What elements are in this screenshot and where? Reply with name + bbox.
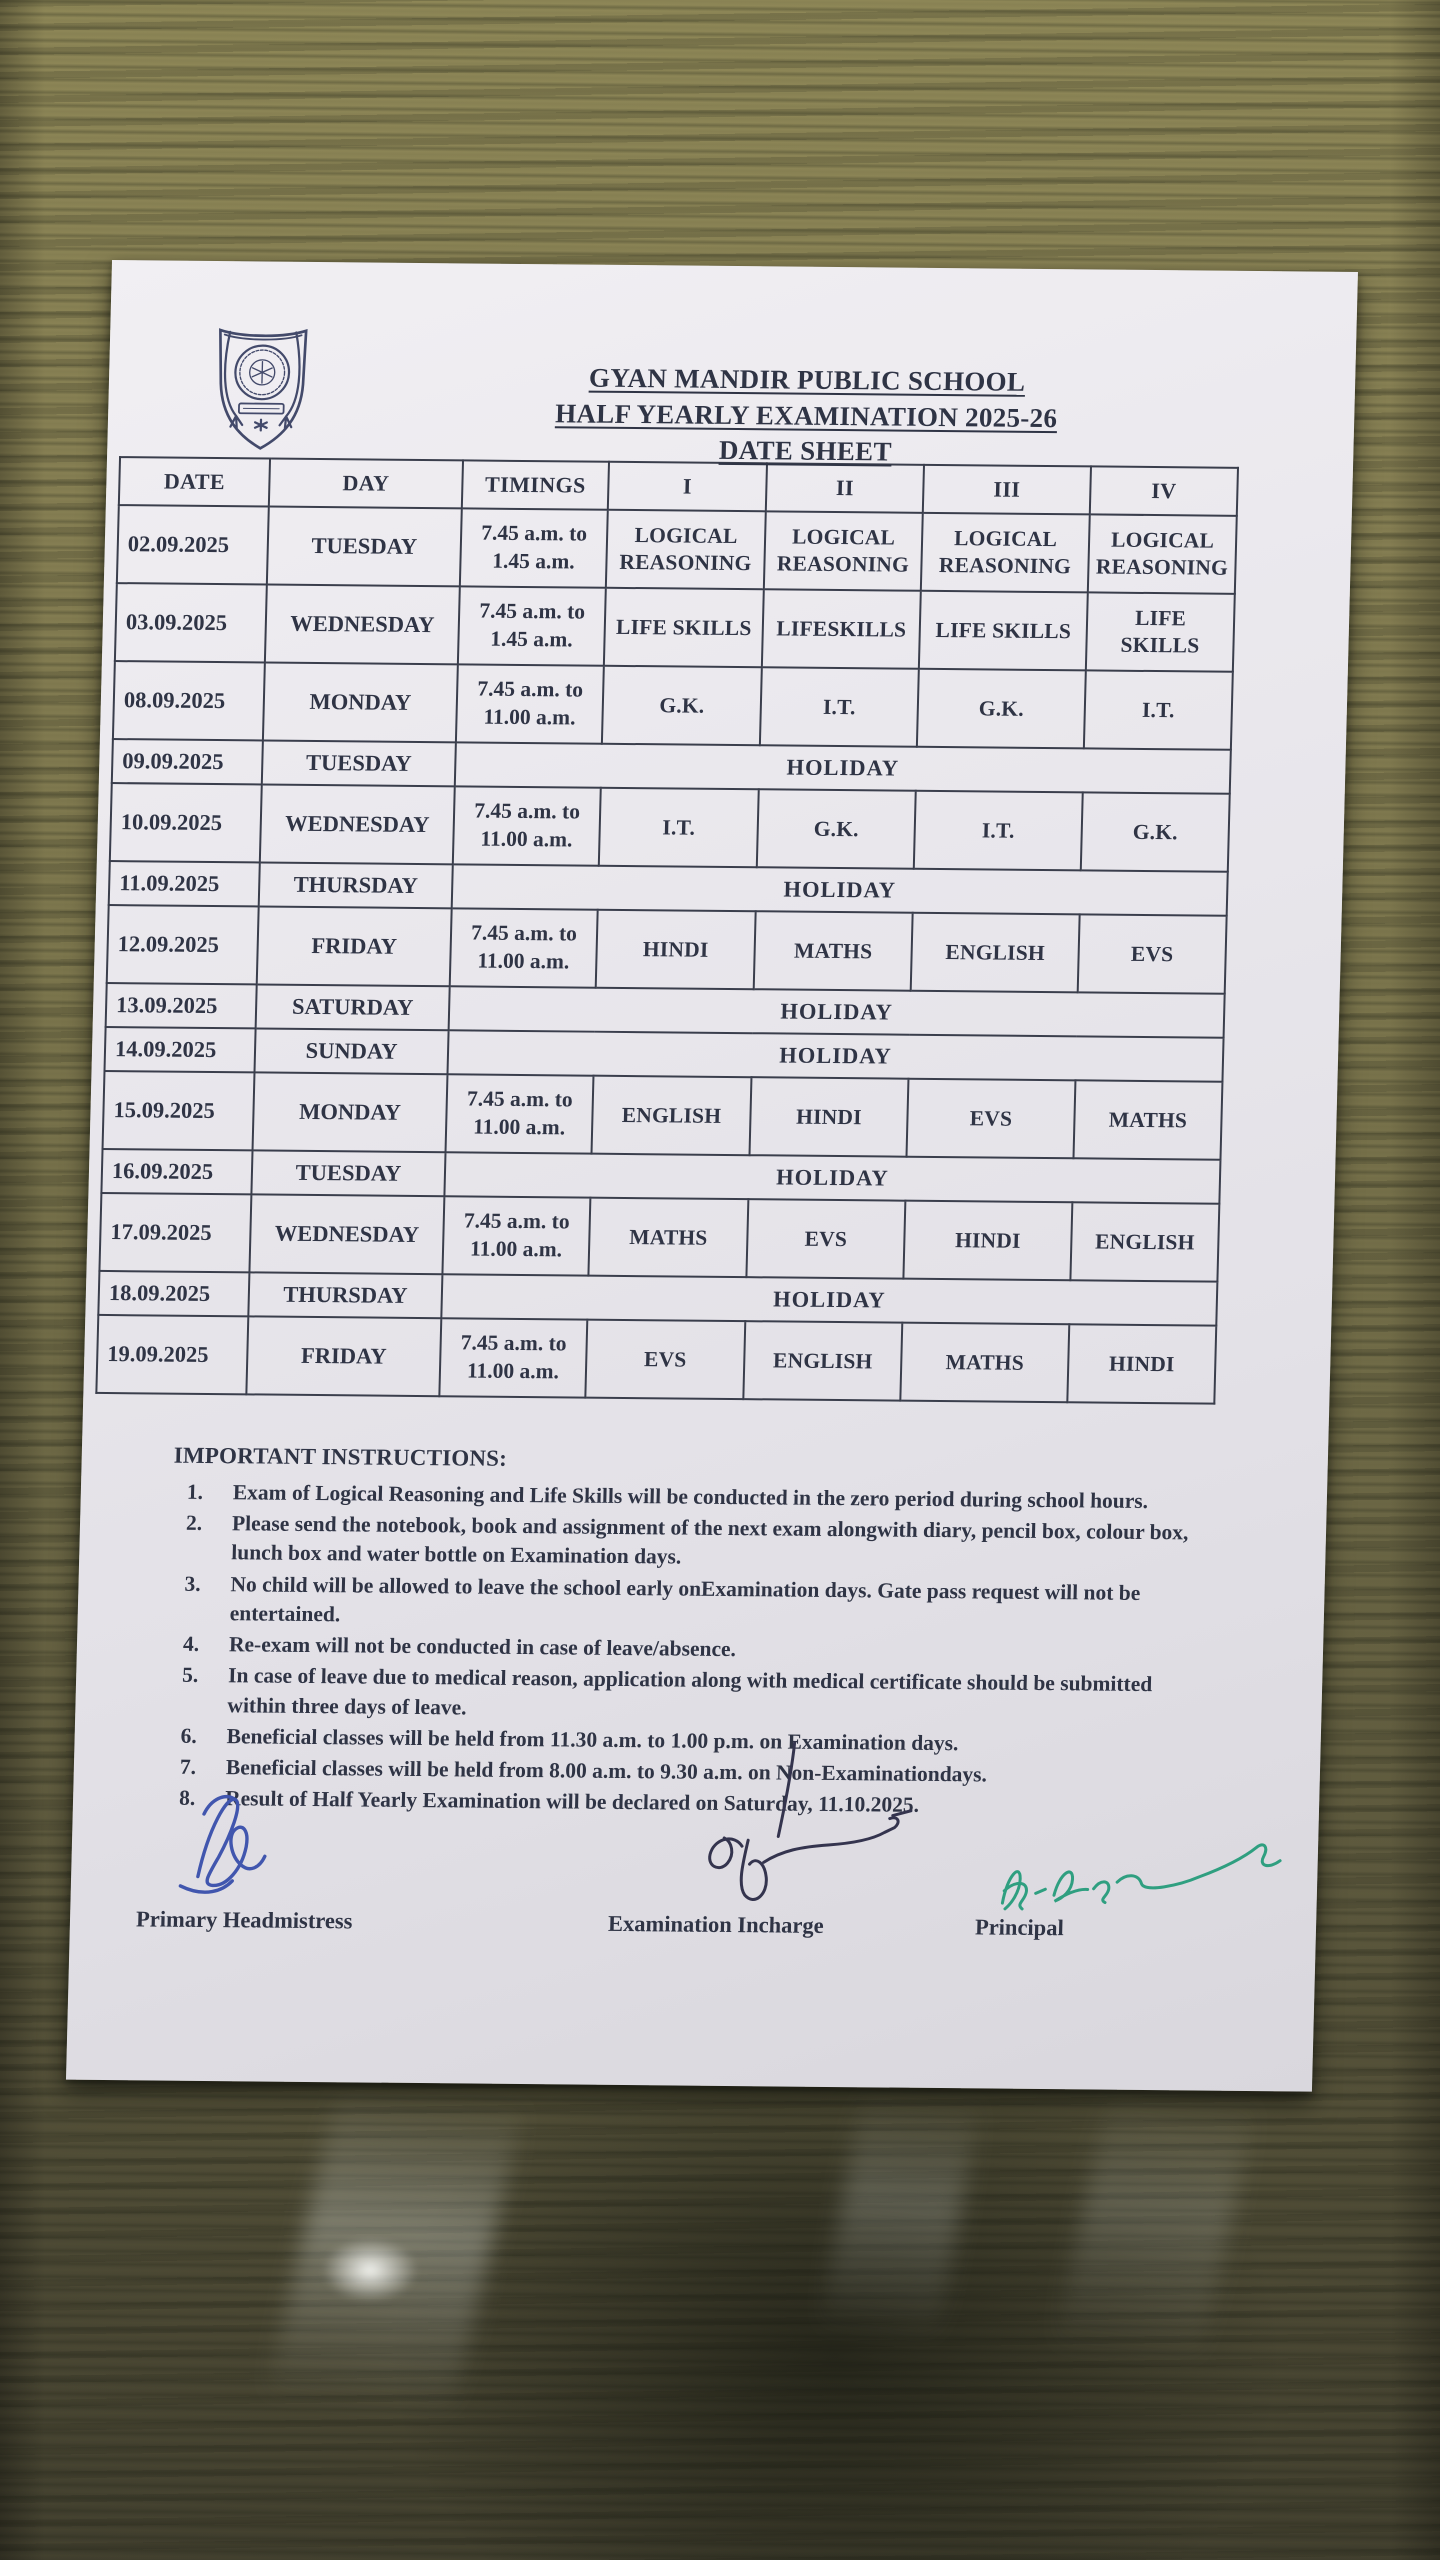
instruction-text: No child will be allowed to leave the school early onExamination days. Gate pass request will not be entertained. [229,1571,1141,1627]
title-block [407,359,1206,473]
signatory-title: Examination Incharge [607,1910,824,1938]
instruction-text: Exam of Logical Reasoning and Life Skills will be conducted in the zero period during school hours. [232,1480,1149,1514]
day-cell: WEDNESDAY [260,784,455,864]
day-cell: SATURDAY [256,984,450,1030]
table-row [107,905,1227,994]
instruction-item [167,1661,1240,1730]
timings-cell: 7.45 a.m. to 1.45 a.m. [460,508,608,587]
signatory-title: Principal [974,1914,1065,1941]
document-header [107,260,1358,467]
table-body [96,505,1236,1404]
instruction-text: Result of Half Yearly Examination will be declared on Saturday, 11.10.2025. [224,1786,920,1818]
subject-cell-class-i: ENGLISH [592,1076,752,1156]
day-cell: MONDAY [253,1072,448,1152]
date-cell: 03.09.2025 [115,583,267,662]
column-header-date: DATE [119,457,270,506]
subject-cell-class-ii: LOGICAL REASONING [764,511,923,590]
column-header-day: DAY [269,459,463,509]
instruction-text: Re-exam will not be conducted in case of leave/absence. [228,1632,737,1662]
subject-cell-class-iii: HINDI [903,1201,1072,1281]
date-sheet-table [95,456,1239,1405]
subject-cell-class-i: HINDI [596,910,756,990]
table-reflection-streak [817,2085,983,2345]
timings-cell: 7.45 a.m. to 11.00 a.m. [453,786,601,865]
specular-highlight [322,2238,418,2302]
day-cell: FRIDAY [246,1316,441,1396]
subject-cell-class-iv: LOGICAL REASONING [1088,514,1237,593]
holiday-cell: HOLIDAY [447,1030,1223,1081]
timings-cell: 7.45 a.m. to 11.00 a.m. [446,1074,594,1153]
instruction-number: 7. [179,1754,197,1780]
instruction-text: Please send the notebook, book and assignment of the next exam alongwith diary, pencil box, colour box, lunch box and water bottle on Examination days. [231,1511,1189,1570]
subject-cell-class-ii: HINDI [749,1077,908,1156]
date-cell: 16.09.2025 [101,1149,252,1194]
timings-cell: 7.45 a.m. to 11.00 a.m. [456,664,604,743]
subject-cell-class-ii: I.T. [760,667,919,746]
date-cell: 14.09.2025 [105,1027,256,1072]
subject-cell-class-i: G.K. [602,666,762,746]
day-cell: THURSDAY [259,862,453,908]
date-sheet-paper [66,260,1358,2092]
table-row [99,1193,1219,1282]
day-cell: FRIDAY [257,906,452,986]
primary-headmistress-signature [160,1776,317,1912]
exam-title: HALF YEARLY EXAMINATION 2025-26 [554,397,1058,433]
subject-cell-class-ii: ENGLISH [743,1321,902,1400]
column-header-iv: IV [1090,466,1238,515]
date-cell: 17.09.2025 [99,1193,251,1272]
day-cell: TUESDAY [262,740,456,786]
instruction-item [171,1509,1244,1578]
holiday-cell: HOLIDAY [452,864,1228,915]
instruction-text: Beneficial classes will be held from 11.30 a.m. to 1.00 p.m. on Examination days. [226,1724,959,1756]
subject-cell-class-iii: G.K. [917,669,1086,749]
day-cell: MONDAY [263,663,458,743]
column-header-ii: II [766,463,924,512]
table-row [103,1071,1223,1160]
subject-cell-class-i: LIFE SKILLS [604,588,764,668]
instruction-text: In case of leave due to medical reason, application along with medical certificate should be submitted within three days of leave. [227,1663,1153,1720]
instruction-number: 5. [181,1663,199,1688]
day-cell: WEDNESDAY [249,1194,444,1274]
instruction-number: 6. [180,1723,198,1748]
subject-cell-class-iii: LIFE SKILLS [919,591,1088,671]
holiday-cell: HOLIDAY [444,1152,1220,1203]
instruction-number: 8. [178,1786,196,1811]
instruction-text: Beneficial classes will be held from 8.00 a.m. to 9.30 a.m. on Non-Examinationdays. [225,1755,988,1787]
subject-cell-class-iv: ENGLISH [1070,1202,1219,1281]
subject-cell-class-iv: LIFE SKILLS [1086,592,1235,671]
subject-cell-class-iv: G.K. [1081,792,1230,871]
subject-cell-class-ii: LIFESKILLS [762,589,921,668]
column-header-timings: TIMINGS [462,460,609,509]
school-crest-logo [191,321,332,456]
day-cell: THURSDAY [248,1272,442,1318]
date-cell: 09.09.2025 [112,739,263,784]
signatory-title: Primary Headmistress [135,1906,353,1934]
holiday-cell: HOLIDAY [441,1274,1217,1325]
date-cell: 12.09.2025 [107,905,259,984]
instruction-number: 2. [185,1511,203,1536]
subject-cell-class-iv: I.T. [1084,670,1233,749]
day-cell: SUNDAY [254,1028,448,1074]
instructions-heading: IMPORTANT INSTRUCTIONS: [173,1442,508,1471]
signature-block-primary-headmistress [135,1820,353,1970]
subject-cell-class-iv: MATHS [1073,1080,1222,1159]
timings-cell: 7.45 a.m. to 11.00 a.m. [450,908,598,987]
subject-cell-class-iii: I.T. [914,791,1083,871]
table-row [117,505,1237,594]
instruction-number: 3. [184,1571,201,1596]
date-cell: 10.09.2025 [110,783,262,862]
table-row [110,783,1230,872]
table-row [96,1315,1216,1404]
column-header-iii: III [923,465,1091,515]
timings-cell: 7.45 a.m. to 11.00 a.m. [442,1196,590,1275]
subject-cell-class-i: LOGICAL REASONING [606,510,766,590]
date-cell: 15.09.2025 [103,1071,255,1150]
subject-cell-class-iii: MATHS [900,1323,1069,1403]
column-header-i: I [608,462,767,512]
doc-title: DATE SHEET [718,435,893,467]
instruction-number: 4. [182,1631,200,1657]
table-reflection-streak [1050,2085,1260,2365]
subject-cell-class-i: I.T. [599,788,759,868]
subject-cell-class-i: MATHS [588,1198,748,1278]
subject-cell-class-iii: LOGICAL REASONING [921,513,1090,593]
instruction-item [169,1569,1242,1638]
day-cell: WEDNESDAY [265,585,460,665]
signatures-row [67,1820,1319,2052]
date-cell: 11.09.2025 [109,861,260,906]
holiday-cell: HOLIDAY [449,986,1225,1037]
subject-cell-class-iv: EVS [1078,914,1227,993]
timings-cell: 7.45 a.m. to 1.45 a.m. [458,586,606,665]
date-cell: 08.09.2025 [113,661,265,740]
table-row [115,583,1235,672]
subject-cell-class-iv: HINDI [1067,1324,1216,1403]
examination-incharge-signature [638,1733,933,1921]
subject-cell-class-i: EVS [585,1320,745,1400]
signature-block-examination-incharge [607,1825,824,1975]
table-row [113,661,1233,750]
day-cell: TUESDAY [267,507,462,587]
instruction-number: 1. [186,1479,204,1504]
subject-cell-class-ii: G.K. [757,789,916,868]
day-cell: TUESDAY [251,1150,445,1196]
holiday-cell: HOLIDAY [455,742,1231,793]
subject-cell-class-ii: MATHS [754,911,913,990]
date-cell: 02.09.2025 [117,505,269,584]
timings-cell: 7.45 a.m. to 11.00 a.m. [439,1318,587,1397]
subject-cell-class-iii: EVS [906,1079,1075,1159]
date-cell: 19.09.2025 [96,1315,248,1394]
date-cell: 13.09.2025 [106,983,257,1028]
subject-cell-class-ii: EVS [746,1199,905,1278]
school-name: GYAN MANDIR PUBLIC SCHOOL [588,362,1026,397]
date-cell: 18.09.2025 [98,1271,249,1316]
signature-block-principal [974,1828,1065,1978]
subject-cell-class-iii: ENGLISH [911,913,1080,993]
